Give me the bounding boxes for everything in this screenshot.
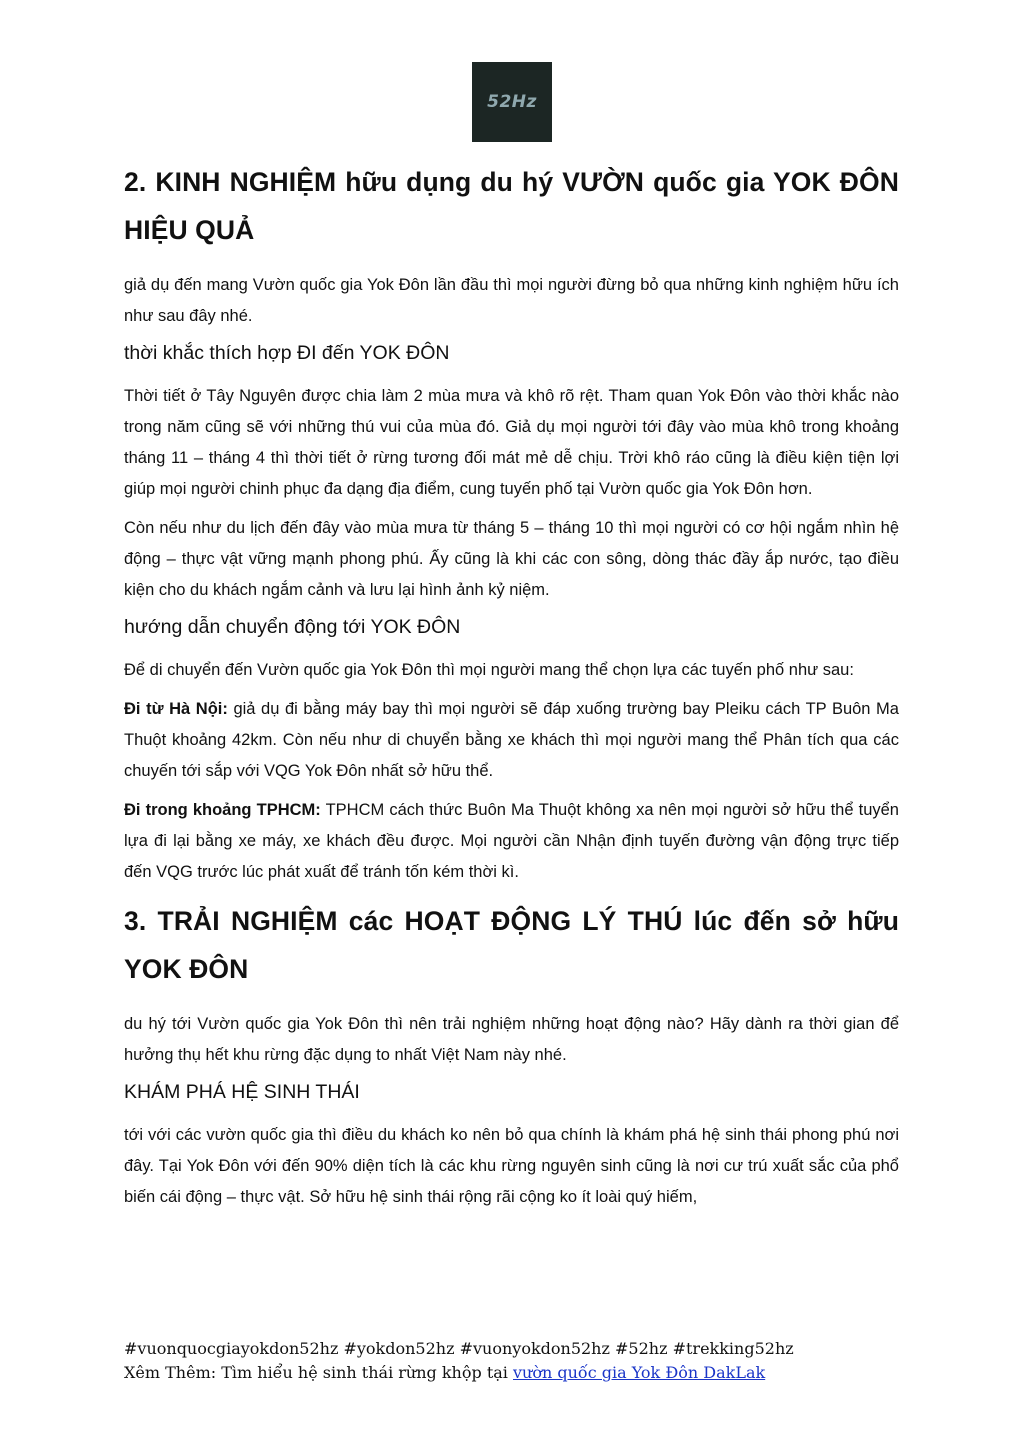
footer-see-more-text: Xêm Thêm: Tìm hiểu hệ sinh thái rừng khộp tại (124, 1363, 513, 1382)
section-3-heading: 3. TRẢI NGHIỆM các HOẠT ĐỘNG LÝ THÚ lúc đến sở hữu YOK ĐÔN (124, 906, 899, 984)
paragraph-from-hcmc (124, 795, 899, 888)
label-from-hanoi: Đi từ Hà Nội: (124, 700, 228, 718)
subheading-ecosystem: KHÁM PHÁ HỆ SINH THÁI (124, 1081, 360, 1103)
section-2-heading: 2. KINH NGHIỆM hữu dụng du hý VƯỜN quốc gia YOK ĐÔN HIỆU QUẢ (124, 167, 899, 245)
subheading-best-time: thời khắc thích hợp ĐI đến YOK ĐÔN (124, 342, 450, 364)
label-from-hcmc: Đi trong khoảng TPHCM: (124, 801, 321, 819)
footer-see-more (124, 1361, 884, 1385)
footer-hashtags: #vuonquocgiayokdon52hz #yokdon52hz #vuonyokdon52hz #52hz #trekking52hz (124, 1339, 794, 1358)
subheading-directions: hướng dẫn chuyển động tới YOK ĐÔN (124, 616, 461, 638)
logo-52hz (472, 62, 552, 142)
paragraph-ecosystem: tới với các vườn quốc gia thì điều du khách ko nên bỏ qua chính là khám phá hệ sinh thái phong phú nơi đây. Tại Yok Đôn với đến 90% diện tích là các khu rừng nguyên sinh cũng là nơi cư trú xuất sắc của phổ biến cái động – thực vật. Sở hữu hệ sinh thái rộng rãi cộng ko ít loài quý hiếm, (124, 1126, 899, 1206)
section-2-intro: giả dụ đến mang Vườn quốc gia Yok Đôn lần đầu thì mọi người đừng bỏ qua những kinh nghiệm hữu ích như sau đây nhé. (124, 276, 899, 325)
page-footer (124, 1337, 884, 1385)
paragraph-weather: Thời tiết ở Tây Nguyên được chia làm 2 mùa mưa và khô rõ rệt. Tham quan Yok Đôn vào thời khắc nào trong năm cũng sẽ với những thú vui của mùa đó. Giả dụ mọi người tới đây vào mùa khô trong khoảng tháng 11 – tháng 4 thì thời tiết ở rừng tương đối mát mẻ dễ chịu. Trời khô ráo cũng là điều kiện tiện lợi giúp mọi người chinh phục đa dạng địa điểm, cung tuyến phố tại Vườn quốc gia Yok Đôn hơn. (124, 387, 899, 498)
text-from-hcmc: TPHCM cách thức Buôn Ma Thuột không xa nên mọi người sở hữu thể tuyển lựa đi lại bằng xe máy, xe khách đều được. Mọi người cần Nhận định tuyến đường vận động trực tiếp đến VQG trước lúc phát xuất để tránh tốn kém thời kì. (124, 801, 899, 881)
logo-text: 52Hz (487, 92, 537, 112)
paragraph-rainy-season: Còn nếu như du lịch đến đây vào mùa mưa từ tháng 5 – tháng 10 thì mọi người có cơ hội ngắm nhìn hệ động – thực vật vững mạnh phong phú. Ấy cũng là khi các con sông, dòng thác đầy ắp nước, tạo điều kiện cho du khách ngắm cảnh và lưu lại hình ảnh kỷ niệm. (124, 519, 899, 599)
paragraph-directions-intro: Để di chuyển đến Vườn quốc gia Yok Đôn thì mọi người mang thể chọn lựa các tuyến phố như sau: (124, 661, 854, 679)
text-from-hanoi: giả dụ đi bằng máy bay thì mọi người sẽ đáp xuống trường bay Pleiku cách TP Buôn Ma Thuột khoảng 42km. Còn nếu như di chuyển bằng xe khách thì mọi người mang thể Phân tích qua các chuyến tới sắp với VQG Yok Đôn nhất sở hữu thể. (124, 700, 899, 780)
paragraph-from-hanoi (124, 694, 899, 787)
section-3-intro: du hý tới Vườn quốc gia Yok Đôn thì nên trải nghiệm những hoạt động nào? Hãy dành ra thời gian để hưởng thụ hết khu rừng đặc dụng to nhất Việt Nam này nhé. (124, 1015, 899, 1064)
footer-link-yokdon[interactable]: vườn quốc gia Yok Đôn DakLak (513, 1363, 766, 1382)
article-body (124, 158, 899, 1213)
